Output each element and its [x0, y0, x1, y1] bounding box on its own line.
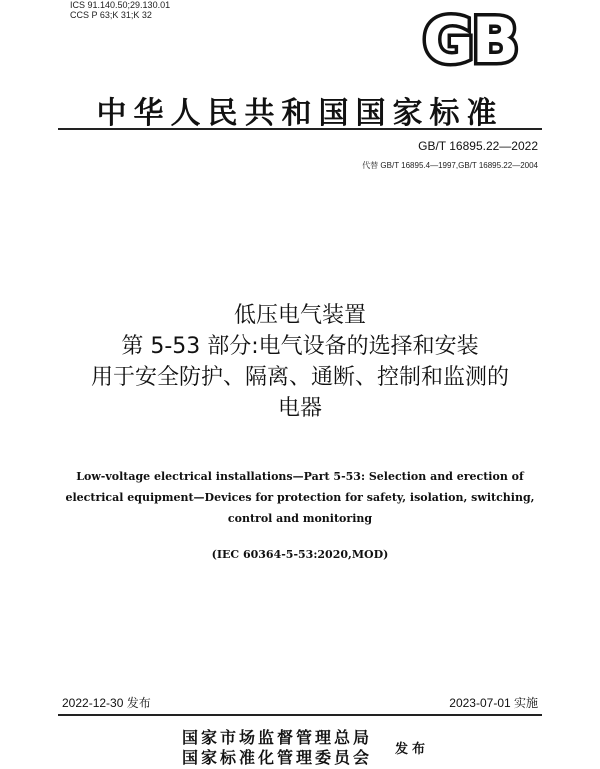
publish-label: 发布 [395, 742, 430, 757]
issuer-line: 国家标准化管理委员会 [182, 748, 373, 767]
gb-logo [410, 8, 530, 70]
english-title-line: control and monitoring [227, 512, 373, 525]
chinese-title-line: 低压电气装置 [233, 303, 366, 328]
issue-date: 2022-12-30 发布 [62, 696, 151, 710]
replaces-value: GB/T 16895.4—1997,GB/T 16895.22—2004 [380, 161, 538, 170]
ics-code: ICS 91.140.50;29.130.01 [70, 0, 171, 10]
issuer-line: 国家市场监督管理总局 [182, 728, 373, 747]
implementation-date: 2023-07-01 实施 [449, 696, 538, 710]
chinese-title-line: 第 5-53 部分:电气设备的选择和安装 [121, 334, 479, 359]
english-title-line: Low-voltage electrical installations—Part 5-53: Selection and erection of [76, 470, 524, 483]
standard-number: GB/T 16895.22—2022 [418, 139, 538, 153]
iec-reference: (IEC 60364-5-53:2020,MOD) [211, 548, 389, 561]
chinese-title-line: 电器 [277, 396, 322, 421]
chinese-title [0, 300, 600, 424]
replaces-label: 代替 [362, 161, 379, 170]
top-divider [58, 128, 542, 130]
bottom-divider [58, 714, 542, 716]
replaces-note [362, 160, 538, 171]
chinese-title-line: 用于安全防护、隔离、通断、控制和监测的 [90, 365, 509, 390]
ccs-code: CCS P 63;K 31;K 32 [70, 10, 152, 20]
gb-logo-text: GB [422, 8, 518, 70]
issuing-authorities [182, 728, 372, 768]
classification-codes [70, 0, 170, 20]
english-title [50, 466, 550, 529]
english-title-line: electrical equipment—Devices for protection for safety, isolation, switching, [65, 491, 535, 504]
standard-type-heading: 中华人民共和国国家标准 [96, 96, 504, 131]
